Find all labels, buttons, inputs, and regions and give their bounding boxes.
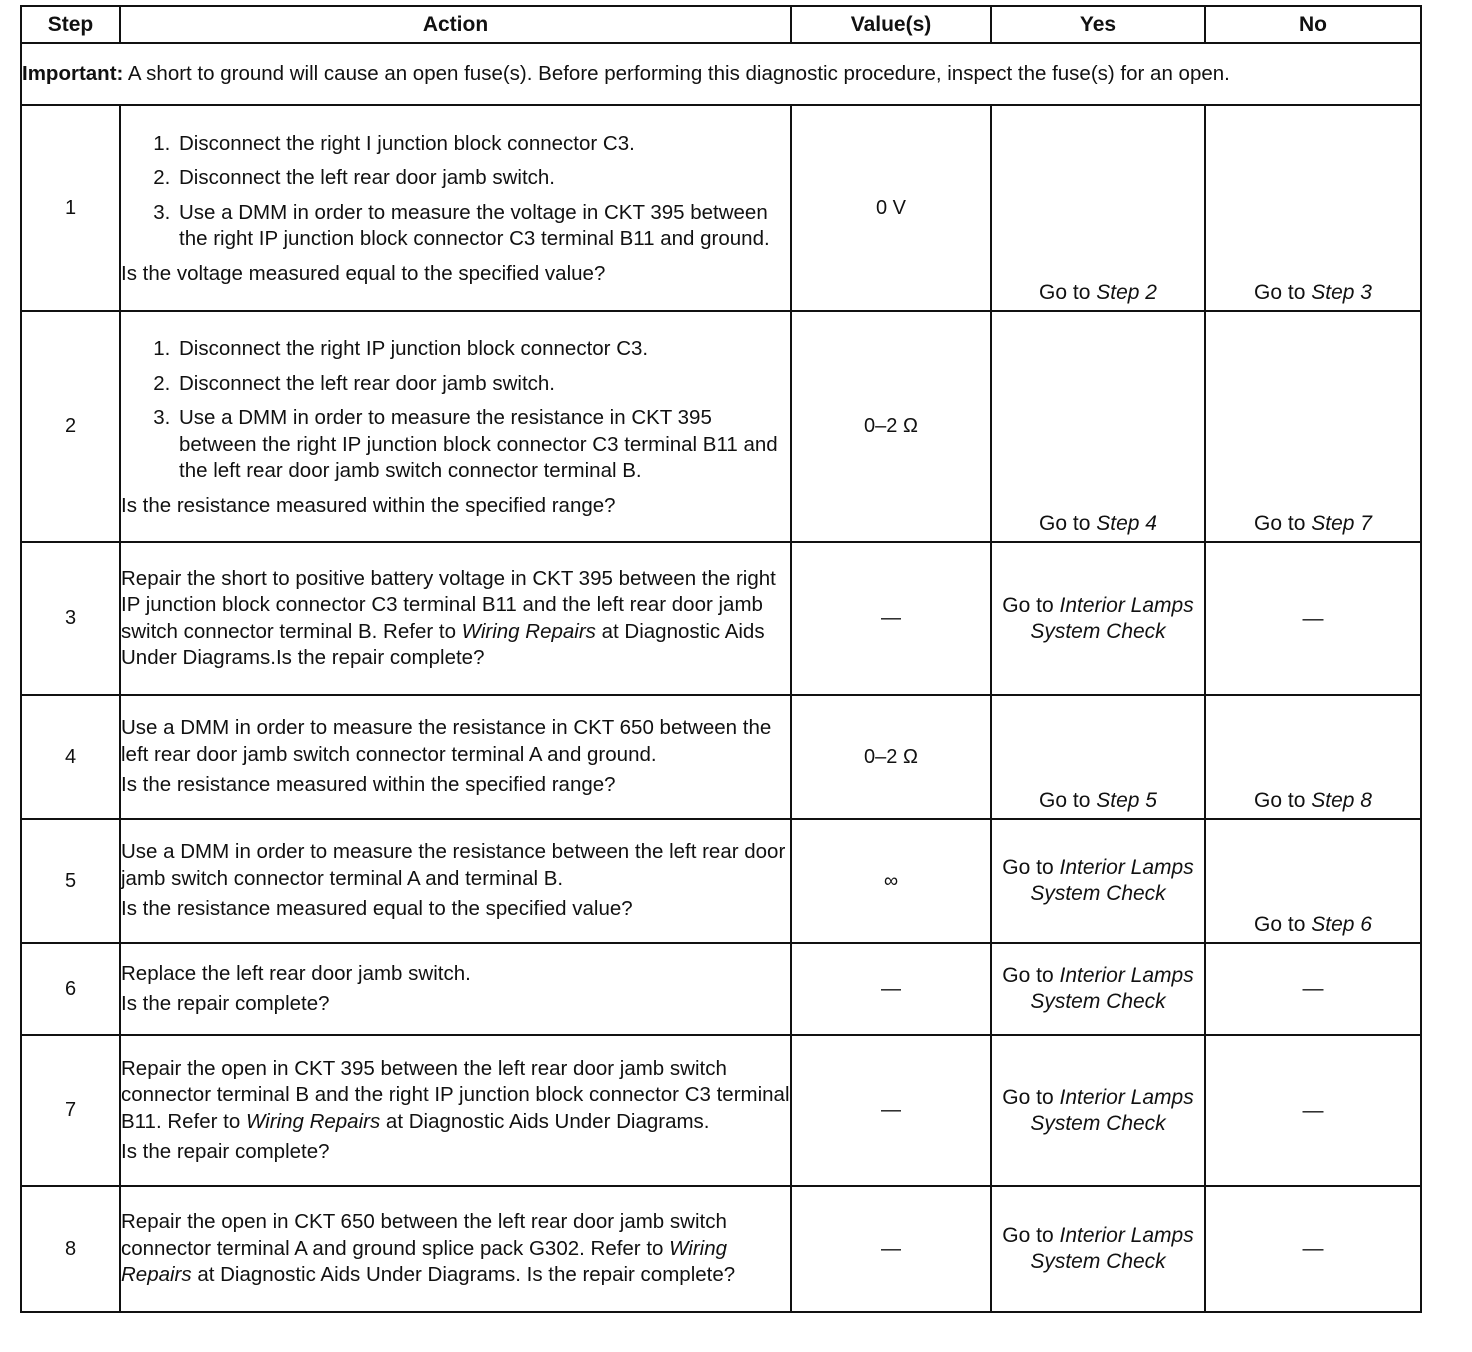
no-prefix: Go to [1254,512,1312,535]
yes-cell [991,1186,1205,1312]
table-row [21,819,1421,943]
header-action: Action [120,6,791,43]
no-cell [1205,695,1421,819]
action-cell [120,943,791,1035]
value-cell: — [791,943,991,1035]
action-question: Is the resistance measured equal to the specified value? [121,897,633,921]
yes-cell [991,542,1205,695]
action-text: Repair the open in CKT 395 between the left rear door jamb switch connector terminal B and the right IP junction block connector C3 terminal B11. Refer to [121,1056,790,1133]
action-question: Is the repair complete? [121,1140,330,1163]
action-list [121,336,790,485]
action-text: Use a DMM in order to measure the resistance in CKT 650 between the left rear door jamb switch connector terminal A and ground. [121,716,772,766]
yes-prefix: Go to [1002,1085,1060,1109]
no-prefix: Go to [1254,281,1312,304]
action-item: 2. Disconnect the left rear door jamb switch. [176,371,790,398]
diagnostic-table-page [20,5,1420,1313]
no-prefix: Go to [1254,913,1312,936]
value-cell: ∞ [791,819,991,943]
step-number: 2 [21,311,120,542]
no-cell [1205,819,1421,943]
action-cell [120,819,791,943]
value-cell: 0–2 Ω [791,695,991,819]
action-question: Is the repair complete? [121,992,330,1015]
no-cell: — [1205,1035,1421,1186]
important-note-row [21,43,1421,105]
action-list [121,131,790,253]
step-number: 5 [21,819,120,943]
header-values: Value(s) [791,6,991,43]
header-step: Step [21,6,120,43]
action-text-end: at Diagnostic Aids Under Diagrams. [380,1109,710,1133]
value-cell: 0 V [791,105,991,311]
yes-step-link[interactable]: Step 5 [1096,789,1157,812]
action-text-end: at Diagnostic Aids Under Diagrams. Is the repair complete? [191,1263,736,1287]
step-number: 1 [21,105,120,311]
action-text: Use a DMM in order to measure the resistance between the left rear door jamb switch connector terminal A and terminal B. [121,840,786,890]
table-row [21,311,1421,542]
no-cell: — [1205,542,1421,695]
value-cell: — [791,1186,991,1312]
action-question: Is the voltage measured equal to the specified value? [121,261,606,285]
action-cell [120,1035,791,1186]
step-number: 7 [21,1035,120,1186]
important-note [21,43,1421,105]
no-cell [1205,311,1421,542]
action-text: Repair the open in CKT 650 between the left rear door jamb switch connector terminal A and ground splice pack G302. Refer to [121,1210,727,1260]
header-no: No [1205,6,1421,43]
interior-lamps-check-link[interactable]: Interior Lamps System Check [1030,856,1194,905]
action-item: 3. Use a DMM in order to measure the resistance in CKT 395 between the right IP junction block connector C3 terminal B11 and the left rear door jamb switch connector terminal B. [176,405,790,485]
table-row [21,1186,1421,1312]
yes-cell [991,695,1205,819]
yes-prefix: Go to [1039,789,1097,812]
yes-prefix: Go to [1002,1224,1060,1247]
step-number: 8 [21,1186,120,1312]
action-item: 3. Use a DMM in order to measure the voltage in CKT 395 between the right IP junction block connector C3 terminal B11 and ground. [176,200,790,253]
yes-cell [991,943,1205,1035]
table-row [21,695,1421,819]
wiring-repairs-link[interactable]: Wiring Repairs [245,1109,381,1133]
interior-lamps-check-link[interactable]: Interior Lamps System Check [1030,1224,1194,1273]
no-step-link[interactable]: Step 7 [1311,512,1372,535]
step-number: 3 [21,542,120,695]
action-cell [120,542,791,695]
value-cell: — [791,1035,991,1186]
value-cell: — [791,542,991,695]
no-step-link[interactable]: Step 8 [1311,789,1372,812]
yes-step-link[interactable]: Step 2 [1096,281,1157,304]
action-question: Is the resistance measured within the specified range? [121,773,616,797]
no-step-link[interactable]: Step 3 [1311,281,1372,304]
action-text: Repair the short to positive battery voltage in CKT 395 between the right IP junction block connector C3 terminal B11 and the left rear door jamb switch connector terminal B. Refer to [121,566,776,643]
yes-cell [991,311,1205,542]
yes-prefix: Go to [1039,512,1097,535]
no-cell [1205,105,1421,311]
yes-step-link[interactable]: Step 4 [1096,512,1157,535]
table-row [21,943,1421,1035]
action-item: 1. Disconnect the right I junction block connector C3. [176,131,790,158]
action-cell [120,311,791,542]
no-cell: — [1205,943,1421,1035]
important-text: A short to ground will cause an open fuse(s). Before performing this diagnostic procedure, inspect the fuse(s) for an open. [123,62,1230,85]
diagnostic-table [20,5,1422,1313]
action-cell [120,1186,791,1312]
step-number: 6 [21,943,120,1035]
table-row [21,542,1421,695]
yes-prefix: Go to [1002,964,1060,987]
action-item: 1. Disconnect the right IP junction block connector C3. [176,336,790,363]
interior-lamps-check-link[interactable]: Interior Lamps System Check [1030,1085,1194,1135]
no-cell: — [1205,1186,1421,1312]
yes-prefix: Go to [1039,281,1097,304]
no-step-link[interactable]: Step 6 [1311,913,1372,936]
no-prefix: Go to [1254,789,1312,812]
action-cell [120,695,791,819]
table-row [21,105,1421,311]
action-question: Is the resistance measured within the specified range? [121,493,616,517]
wiring-repairs-link[interactable]: Wiring Repairs [461,619,596,643]
table-row [21,1035,1421,1186]
interior-lamps-check-link[interactable]: Interior Lamps System Check [1030,593,1194,643]
interior-lamps-check-link[interactable]: Interior Lamps System Check [1030,964,1194,1013]
yes-prefix: Go to [1002,593,1060,617]
header-row [21,6,1421,43]
wiring-repairs-link[interactable]: Wiring Repairs [121,1236,728,1287]
yes-cell [991,819,1205,943]
yes-prefix: Go to [1002,856,1060,879]
yes-cell [991,105,1205,311]
action-text-end: at Diagnostic Aids Under Diagrams.Is the repair complete? [121,619,765,669]
header-yes: Yes [991,6,1205,43]
value-cell: 0–2 Ω [791,311,991,542]
action-text: Replace the left rear door jamb switch. [121,961,471,985]
important-label: Important: [22,62,124,85]
step-number: 4 [21,695,120,819]
action-cell [120,105,791,311]
action-item: 2. Disconnect the left rear door jamb switch. [176,165,790,192]
yes-cell [991,1035,1205,1186]
